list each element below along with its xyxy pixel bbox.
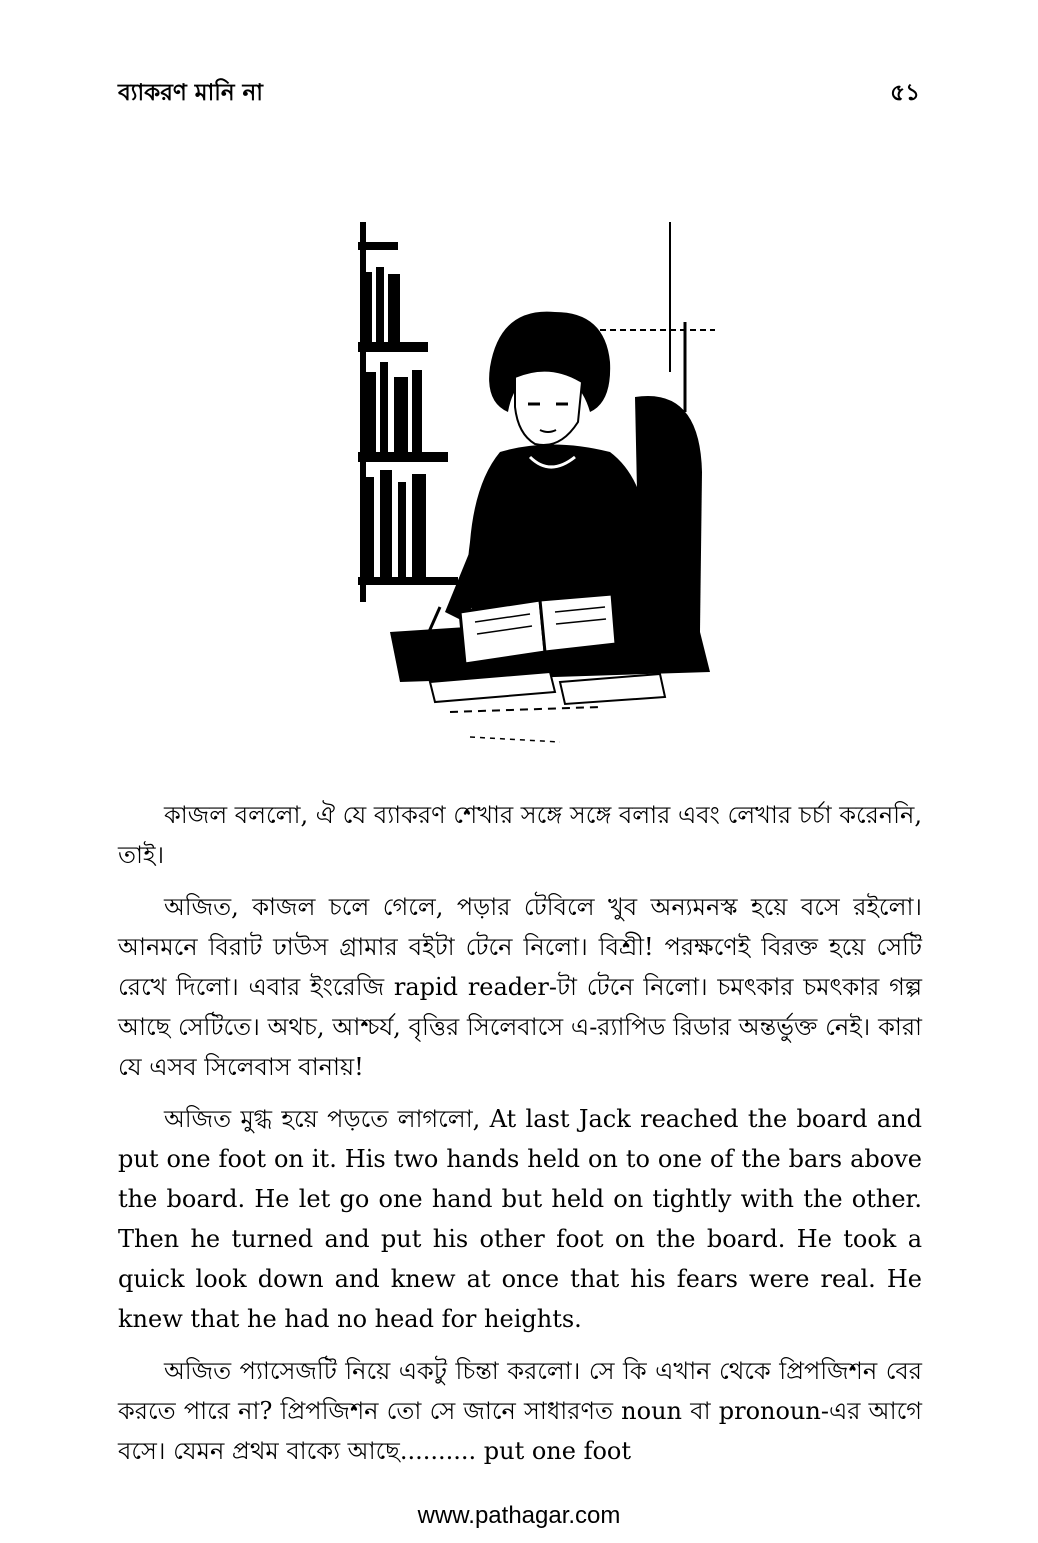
footer-url: www.pathagar.com: [417, 1502, 621, 1529]
illustration: [350, 212, 720, 757]
body-text: [118, 795, 922, 1483]
page-number: ৫১: [890, 80, 920, 106]
running-header: [118, 74, 920, 113]
paragraph: অজিত মুগ্ধ হয়ে পড়তে লাগলো, At last Jack reached the board and put one foot on it. His two hands held on to one of the bars above the board. He let go one hand but held on tightly with the other. Then he turned and put his other foot on the board. He took a quick look down and knew at once that his fears were real. He knew that he had no head for heights.: [118, 1105, 922, 1333]
paragraph: অজিত প্যাসেজটি নিয়ে একটু চিন্তা করলো। সে কি এখান থেকে প্রিপজিশন বের করতে পারে না? প্রিপজিশন তো সে জানে সাধারণত noun বা pronoun-এর আগে বসে। যেমন প্রথম বাক্যে আছে.......... put one foot: [118, 1357, 922, 1465]
chapter-title: ব্যাকরণ মানি না: [118, 80, 263, 106]
paragraph: অজিত, কাজল চলে গেলে, পড়ার টেবিলে খুব অন্যমনস্ক হয়ে বসে রইলো। আনমনে বিরাট ঢাউস গ্রামার বইটা টেনে নিলো। বিশ্রী! পরক্ষণেই বিরক্ত হয়ে সেটি রেখে দিলো। এবার ইংরেজি rapid reader-টা টেনে নিলো। চমৎকার চমৎকার গল্প আছে সেটিতে। অথচ, আশ্চর্য, বৃত্তির সিলেবাসে এ-র‍্যাপিড রিডার অন্তর্ভুক্ত নেই। কারা যে এসব সিলেবাস বানায়!: [118, 893, 922, 1081]
woman-reading-illustration: [350, 212, 720, 757]
paragraph: কাজল বললো, ঐ যে ব্যাকরণ শেখার সঙ্গে সঙ্গে বলার এবং লেখার চর্চা করেননি, তাই।: [118, 801, 922, 869]
